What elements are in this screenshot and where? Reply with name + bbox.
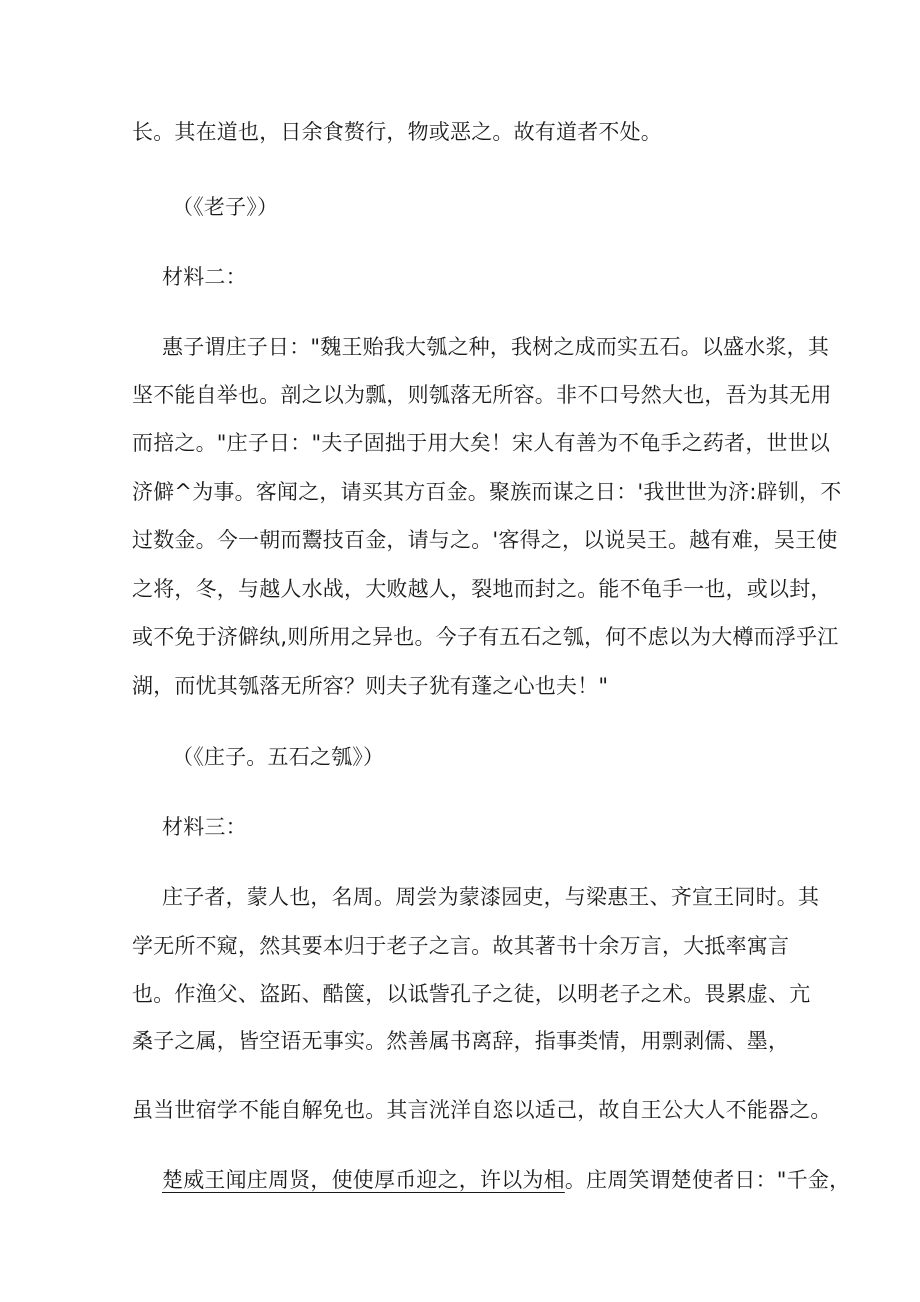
paragraph-line: 惠子谓庄子日："魏王贻我大瓠之种，我树之成而实五石。以盛水浆，其: [162, 335, 830, 359]
paragraph-line: 虽当世宿学不能自解免也。其言洸洋自恣以适己，故自王公大人不能器之。: [132, 1098, 832, 1122]
paragraph-line: 庄子者，蒙人也，名周。周尝为蒙漆园吏，与梁惠王、齐宣王同时。其: [162, 885, 820, 909]
citation-zhuangzi: （《庄子。五石之瓠》）: [172, 745, 385, 769]
paragraph-line: 湖，而忧其瓠落无所容？则夫子犹有蓬之心也夫！": [132, 674, 609, 698]
paragraph-line: 桑子之属，皆空语无事实。然善属书离辞，指事类情，用剽剥儒、墨，: [132, 1029, 790, 1053]
sentence-continuation: 。庄周笑谓楚使者日："千金，: [564, 1168, 851, 1192]
paragraph-line: 也。作渔父、盗跖、酷箧，以诋訾孔子之徒，以明老子之术。畏累虚、亢: [132, 982, 811, 1006]
paragraph-line-final: [162, 1166, 850, 1194]
paragraph-line: 学无所不窥，然其要本归于老子之言。故其著书十余万言，大抵率寓言: [132, 934, 790, 958]
paragraph-line: 长。其在道也，日余食赘行，物或恶之。故有道者不处。: [132, 120, 662, 144]
paragraph-line: 过数金。今一朝而鬻技百金，请与之。'客得之，以说吴王。越有难，吴王使: [132, 528, 838, 552]
paragraph-line: 或不免于济僻纨,则所用之异也。今子有五石之瓠，何不虑以为大樽而浮乎江: [132, 625, 839, 649]
paragraph-line: 之将，冬，与越人水战，大败越人，裂地而封之。能不龟手一也，或以封，: [132, 577, 832, 601]
paragraph-line: 而掊之。"庄子日："夫子固拙于用大矣！宋人有善为不龟手之药者，世世以: [132, 431, 831, 455]
heading-material-3: 材料三：: [162, 815, 247, 839]
paragraph-line: 济僻^为事。客闻之，请买其方百金。聚族而谋之日：'我世世为济:辟钏，不: [132, 480, 842, 504]
citation-laozi: （《老子》）: [172, 195, 279, 219]
paragraph-line: 坚不能自举也。剖之以为瓢，则瓠落无所容。非不口号然大也，吾为其无用: [132, 383, 832, 407]
underlined-sentence: 楚威王闻庄周贤，使使厚币迎之，许以为相: [162, 1168, 565, 1192]
heading-material-2: 材料二：: [162, 265, 247, 289]
